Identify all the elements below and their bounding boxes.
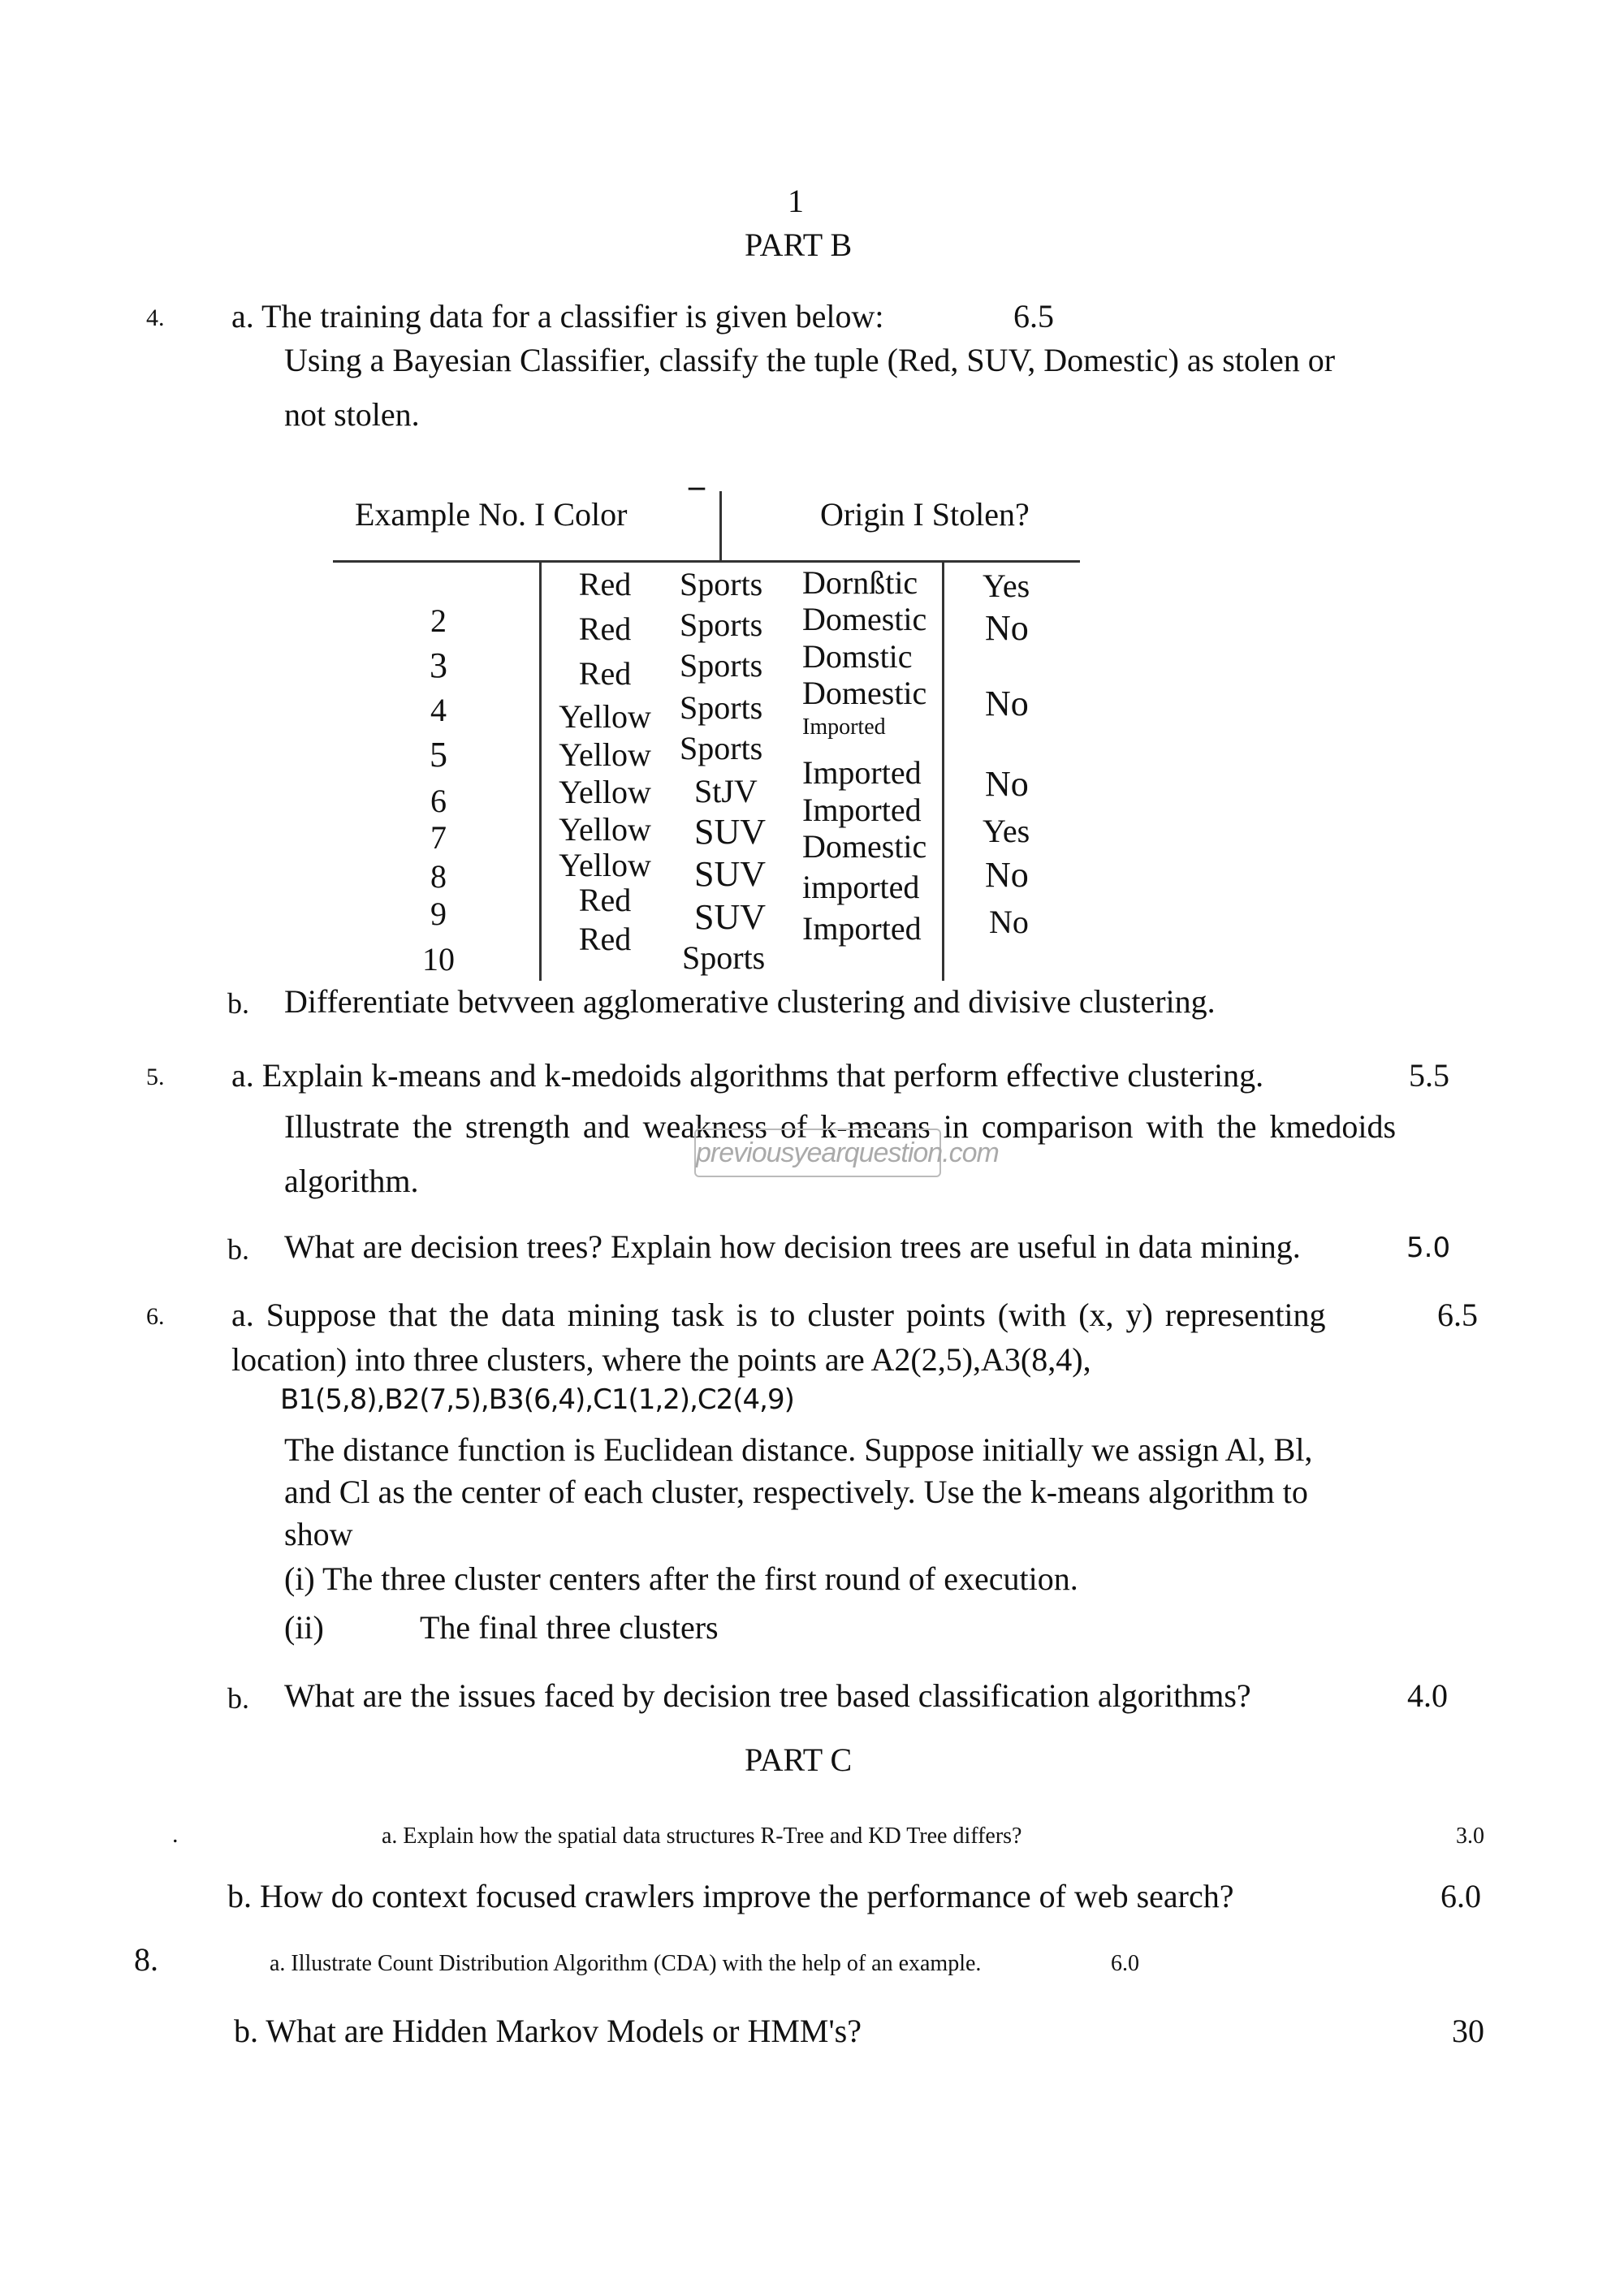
table-color: Red: [578, 882, 632, 918]
table-ex-num: 10: [422, 941, 455, 978]
table-ex-num: 2: [430, 602, 447, 639]
q5-number: 5.: [146, 1064, 165, 1090]
q8b-text: b. What are Hidden Markov Models or HMM's?: [234, 2013, 862, 2049]
table-color: Yellow: [559, 811, 651, 848]
table-type: Sports: [680, 566, 763, 602]
q6a-line3: B1(5,8),B2(7,5),B3(6,4),C1(1,2),C2(4,9): [280, 1383, 794, 1416]
q5a-marks: 5.5: [1409, 1057, 1449, 1094]
q7b-marks: 6.0: [1440, 1878, 1481, 1914]
q4a-line3: not stolen.: [284, 396, 420, 433]
q6b-text: What are the issues faced by decision tree based classification algorithms?: [284, 1677, 1251, 1714]
q8b-marks: 30: [1452, 2013, 1484, 2049]
q6a-marks: 6.5: [1437, 1297, 1478, 1333]
table-type: Sports: [680, 647, 763, 684]
q8-number: 8.: [134, 1941, 158, 1978]
table-origin: Imported: [802, 714, 886, 740]
q6-number: 6.: [146, 1303, 165, 1330]
q6a-line4: The distance function is Euclidean distance. Suppose initially we assign Al, Bl,: [284, 1431, 1313, 1468]
q6b-label: b.: [227, 1682, 249, 1715]
table-type: SUV: [694, 897, 767, 937]
table-stolen: No: [985, 855, 1029, 895]
q4b-text: Differentiate betvveen agglomerative clustering and divisive clustering.: [284, 983, 1216, 1020]
table-type: Sports: [680, 730, 763, 766]
q7b-text: b. How do context focused crawlers improve the performance of web search?: [227, 1878, 1234, 1914]
q5b-text: What are decision trees? Explain how decision trees are useful in data mining.: [284, 1228, 1301, 1265]
part-c-heading: PART C: [745, 1741, 853, 1778]
table-origin: Domestic: [802, 601, 927, 637]
table-origin: Dornßtic: [802, 564, 918, 601]
table-ex-num: 9: [430, 896, 447, 932]
table-origin: Domstic: [802, 638, 913, 675]
table-header-left: Example No. I Color: [355, 496, 628, 533]
q6a-line7: (i) The three cluster centers after the first round of execution.: [284, 1560, 1078, 1597]
q6b-marks: 4.0: [1407, 1677, 1448, 1714]
q6a-line8-text: The final three clusters: [420, 1609, 719, 1646]
q4a-line2: Using a Bayesian Classifier, classify the tuple (Red, SUV, Domestic) as stolen or: [284, 342, 1336, 378]
part-b-heading: PART B: [745, 227, 853, 263]
table-origin: Domestic: [802, 675, 927, 711]
table-color: Yellow: [559, 736, 651, 773]
q7a-text: a. Explain how the spatial data structures R-Tree and KD Tree differs?: [382, 1823, 1022, 1849]
q5a-line2: Illustrate the strength and weakness of k-means in comparison with the kmedoids: [284, 1108, 1397, 1145]
table-stolen: No: [985, 684, 1029, 723]
table-ex-num: 8: [430, 858, 447, 895]
table-origin: Imported: [802, 910, 922, 947]
table-ex-num: 7: [430, 819, 447, 856]
q6a-line1: a. Suppose that the data mining task is to cluster points (with (x, y) representing: [231, 1297, 1326, 1333]
q8a-marks: 6.0: [1111, 1951, 1139, 1976]
table-origin: Domestic: [802, 828, 927, 865]
table-origin: Imported: [802, 754, 922, 791]
q4-number: 4.: [146, 304, 165, 331]
table-ex-num: 3: [430, 645, 447, 685]
table-type: Sports: [680, 606, 763, 643]
table-stolen: Yes: [983, 813, 1030, 849]
table-type: SUV: [694, 854, 767, 894]
q4b-label: b.: [227, 987, 249, 1020]
q7a-marks: 3.0: [1456, 1823, 1484, 1849]
table-color: Yellow: [559, 774, 651, 810]
table-stolen: No: [989, 904, 1029, 940]
q5a-line1: a. Explain k-means and k-medoids algorithms that perform effective clustering.: [231, 1057, 1264, 1094]
q4a-marks: 6.5: [1013, 298, 1054, 334]
table-color: Red: [578, 611, 632, 647]
table-color: Yellow: [559, 847, 651, 883]
table-type: Sports: [682, 939, 766, 976]
table-color: Yellow: [559, 698, 651, 735]
table-header-rule: [333, 560, 1080, 563]
q6a-line8-label: (ii): [284, 1609, 324, 1646]
q4a-line1: a. The training data for a classifier is given below:: [231, 298, 884, 334]
table-header-divider: [719, 491, 722, 563]
q6a-line2: location) into three clusters, where the points are A2(2,5),A3(8,4),: [231, 1341, 1091, 1378]
table-header-right: Origin I Stolen?: [820, 496, 1030, 533]
q8a-text: a. Illustrate Count Distribution Algorithm (CDA) with the help of an example.: [270, 1951, 982, 1976]
table-col-divider-right: [942, 562, 944, 981]
table-stolen: Yes: [983, 568, 1030, 604]
table-ex-num: 5: [430, 735, 447, 775]
table-origin: Imported: [802, 792, 922, 828]
table-type: StJV: [694, 773, 758, 809]
table-ex-num: 4: [430, 692, 447, 728]
q5b-marks: 5.0: [1406, 1232, 1451, 1264]
q7-number: .: [172, 1821, 179, 1848]
table-type: SUV: [694, 812, 767, 852]
q6a-line5: and Cl as the center of each cluster, respectively. Use the k-means algorithm to: [284, 1474, 1308, 1510]
table-color: Red: [578, 655, 632, 692]
table-stolen: No: [985, 608, 1029, 648]
q6a-line6: show: [284, 1516, 353, 1552]
table-color: Red: [578, 921, 632, 957]
table-origin: imported: [802, 869, 920, 905]
table-type: Sports: [680, 689, 763, 726]
table-ex-num: 6: [430, 783, 447, 819]
table-color: Red: [578, 566, 632, 602]
table-stolen: No: [985, 764, 1029, 804]
table-dash: _: [689, 456, 705, 493]
page-number: 1: [788, 183, 804, 219]
table-col-divider-left: [539, 562, 542, 981]
q5b-label: b.: [227, 1233, 249, 1266]
q5a-line3: algorithm.: [284, 1163, 419, 1199]
watermark-logo: previousyearquestion.com: [694, 1129, 941, 1177]
